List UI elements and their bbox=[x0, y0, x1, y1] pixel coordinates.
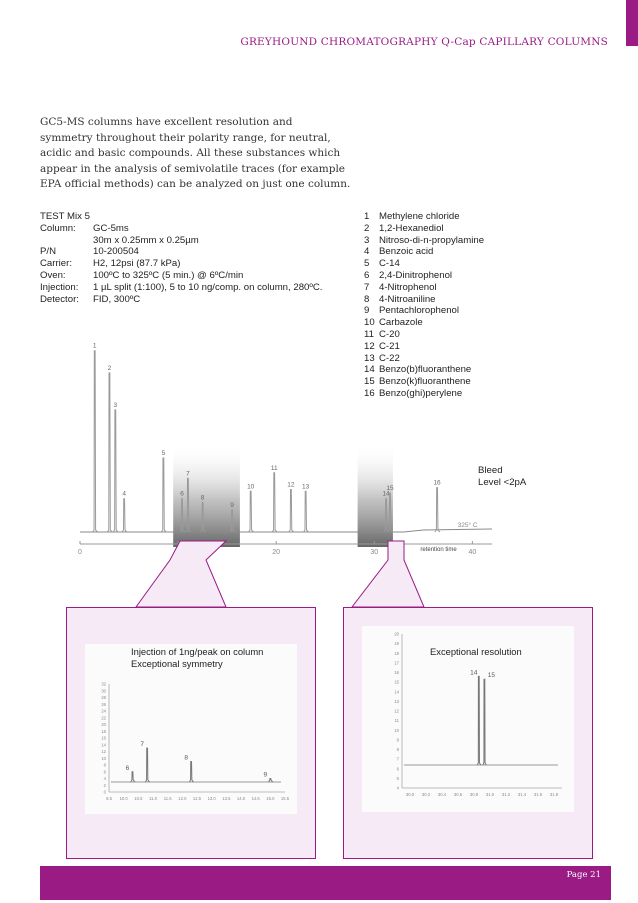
x-tick-label: 13.5 bbox=[222, 796, 231, 801]
peak-number: 16 bbox=[364, 387, 375, 399]
y-tick-label: 32 bbox=[101, 681, 106, 687]
y-tick-label: 16 bbox=[394, 670, 399, 675]
peak-label: 7 bbox=[186, 470, 190, 478]
peak-number: 15 bbox=[364, 376, 375, 388]
chromatogram-peak bbox=[145, 748, 149, 782]
y-tick-label: 18 bbox=[394, 650, 399, 656]
chromatogram-peak bbox=[189, 762, 193, 782]
peak-compound: Benzo(k)fluoranthene bbox=[379, 376, 471, 388]
condition-value: 30m x 0.25mm x 0.25µm bbox=[93, 234, 199, 246]
condition-label: Detector: bbox=[40, 293, 79, 305]
peak-compound: Benzo(ghi)perylene bbox=[379, 387, 463, 399]
x-tick-label: 30.2 bbox=[421, 792, 431, 797]
peak-compound: 2,4-Dinitrophenol bbox=[379, 269, 453, 281]
y-tick-label: 8 bbox=[396, 747, 399, 752]
peak-number: 11 bbox=[364, 328, 374, 340]
peak-number: 4 bbox=[364, 246, 370, 258]
y-tick-label: 12 bbox=[394, 708, 399, 714]
peak-compound: C-14 bbox=[379, 258, 400, 270]
condition-value: FID, 300ºC bbox=[93, 293, 141, 305]
y-tick-label: 13 bbox=[394, 698, 399, 704]
inset-box-resolution bbox=[343, 607, 593, 859]
x-tick-label: 20 bbox=[272, 549, 281, 556]
peak-label: 8 bbox=[200, 494, 205, 502]
y-tick-label: 18 bbox=[101, 728, 106, 734]
y-tick-label: 4 bbox=[103, 776, 106, 781]
y-tick-label: 30 bbox=[101, 688, 106, 694]
intro-line: GC5-MS columns have excellent resolution and bbox=[40, 116, 293, 128]
callout-right bbox=[352, 541, 424, 607]
x-tick-label: 9.5 bbox=[106, 796, 112, 801]
peak-number: 10 bbox=[364, 317, 375, 329]
y-tick-label: 0 bbox=[103, 789, 106, 795]
peak-label: 11 bbox=[270, 464, 278, 472]
intro-line: EPA official methods) can be analyzed on just one column. bbox=[40, 178, 351, 190]
y-tick-label: 22 bbox=[101, 715, 106, 721]
peak-compound: Methylene chloride bbox=[379, 211, 460, 222]
peak-compound: C-21 bbox=[379, 340, 400, 352]
x-tick-label: 10.0 bbox=[119, 796, 128, 801]
x-tick-label: 30.8 bbox=[469, 792, 479, 797]
condition-value: 100ºC to 325ºC (5 min.) @ 6ºC/min bbox=[93, 269, 244, 281]
y-tick-label: 19 bbox=[394, 641, 399, 647]
y-tick-label: 4 bbox=[396, 785, 399, 791]
y-tick-label: 14 bbox=[394, 689, 399, 695]
x-tick-label: 31.4 bbox=[517, 792, 527, 797]
x-tick-label: 15.0 bbox=[266, 796, 275, 801]
y-tick-label: 10 bbox=[394, 727, 399, 733]
y-tick-label: 2 bbox=[103, 782, 106, 788]
peak-compound: 1,2-Hexanediol bbox=[379, 222, 444, 234]
peak-label: 9 bbox=[230, 501, 234, 509]
caption-symmetry: Exceptional symmetry bbox=[131, 658, 223, 669]
condition-value: 10-200504 bbox=[93, 246, 139, 258]
peak-label: 15 bbox=[487, 672, 496, 680]
peak-compound: Benzoic acid bbox=[379, 246, 434, 258]
bleed-label: Bleed bbox=[478, 465, 503, 476]
x-tick-label: 30.0 bbox=[405, 792, 415, 797]
peak-label: 9 bbox=[263, 771, 268, 779]
peak-label: 2 bbox=[107, 364, 112, 372]
peak-number: 3 bbox=[364, 234, 370, 246]
y-tick-label: 20 bbox=[394, 631, 399, 637]
peak-compound: Benzo(b)fluoranthene bbox=[379, 364, 472, 376]
peak-label: 13 bbox=[302, 483, 310, 491]
x-tick-label: 0 bbox=[78, 549, 82, 556]
footer-bar bbox=[40, 866, 611, 900]
intro-line: appear in the analysis of semivolatile traces (for example bbox=[40, 162, 346, 175]
peak-compound: 4-Nitrophenol bbox=[379, 281, 437, 293]
peak-number: 14 bbox=[364, 364, 375, 376]
peak-label: 8 bbox=[184, 754, 188, 762]
peak-compound: C-22 bbox=[379, 352, 400, 364]
x-tick-label: 31.2 bbox=[501, 792, 511, 797]
peak-label: 5 bbox=[161, 450, 166, 457]
inset-box-symmetry bbox=[66, 607, 316, 859]
x-tick-label: 11.0 bbox=[149, 796, 157, 801]
x-tick-label: 40 bbox=[468, 549, 477, 556]
peak-label: 10 bbox=[247, 483, 255, 491]
peak-number: 9 bbox=[364, 305, 370, 317]
chromatogram-peak bbox=[131, 772, 135, 782]
y-tick-label: 16 bbox=[101, 735, 106, 741]
peak-label: 14 bbox=[470, 669, 478, 677]
x-tick-label: 10.5 bbox=[134, 796, 143, 801]
intro-line: symmetry throughout their polarity range, for neutral, bbox=[40, 131, 331, 144]
y-tick-label: 9 bbox=[396, 737, 399, 743]
y-tick-label: 8 bbox=[103, 762, 106, 768]
y-tick-label: 5 bbox=[396, 775, 399, 781]
chromatogram-peak bbox=[269, 779, 273, 783]
caption-injection: Injection of 1ng/peak on column bbox=[131, 646, 264, 657]
y-tick-label: 28 bbox=[101, 695, 106, 700]
bleed-level: Level <2pA bbox=[478, 477, 527, 488]
peak-compound: C-20 bbox=[379, 328, 400, 340]
callout-left bbox=[136, 541, 226, 607]
y-tick-label: 26 bbox=[101, 701, 106, 707]
x-axis-label: retention time bbox=[420, 547, 457, 553]
y-tick-label: 11 bbox=[394, 718, 399, 724]
peak-label: 4 bbox=[122, 490, 126, 498]
peak-number: 8 bbox=[364, 293, 370, 305]
peak-label: 16 bbox=[433, 479, 441, 487]
peak-number: 12 bbox=[364, 340, 375, 352]
test-title: TEST Mix 5 bbox=[40, 211, 90, 222]
peak-number: 1 bbox=[364, 211, 370, 222]
peak-number: 7 bbox=[364, 281, 370, 293]
y-tick-label: 17 bbox=[394, 660, 399, 666]
peak-number: 5 bbox=[364, 258, 370, 270]
condition-label: P/N bbox=[40, 246, 56, 258]
header-brand: GREYHOUND CHROMATOGRAPHY bbox=[240, 36, 438, 48]
peak-label: 15 bbox=[386, 485, 394, 493]
inset-caption: Exceptional resolution bbox=[430, 646, 522, 657]
y-tick-label: 6 bbox=[396, 766, 399, 772]
x-tick-label: 12.0 bbox=[178, 796, 187, 801]
peak-label: 12 bbox=[287, 481, 295, 489]
x-tick-label: 30.6 bbox=[453, 792, 463, 797]
y-tick-label: 14 bbox=[101, 742, 106, 748]
peak-label: 3 bbox=[113, 401, 118, 409]
peak-number: 2 bbox=[364, 222, 370, 234]
peak-compound: Nitroso-di-n-propylamine bbox=[379, 234, 485, 246]
chromatogram-peak bbox=[483, 679, 487, 765]
condition-label: Oven: bbox=[40, 269, 66, 281]
x-tick-label: 30 bbox=[370, 549, 379, 556]
peak-label: 6 bbox=[125, 764, 130, 772]
x-tick-label: 13.0 bbox=[207, 796, 216, 801]
peak-label: 6 bbox=[180, 490, 184, 498]
peak-label: 1 bbox=[92, 342, 97, 350]
peak-number: 6 bbox=[364, 269, 370, 281]
peak-compound: Pentachlorophenol bbox=[379, 305, 460, 317]
peak-compound: 4-Nitroaniline bbox=[379, 293, 436, 305]
x-tick-label: 30.4 bbox=[437, 792, 447, 797]
condition-value: GC-5ms bbox=[93, 222, 129, 234]
y-tick-label: 20 bbox=[101, 722, 106, 727]
y-tick-label: 7 bbox=[396, 756, 399, 762]
peak-label: 7 bbox=[140, 741, 144, 749]
y-tick-label: 10 bbox=[101, 755, 106, 761]
peak-label: 14 bbox=[382, 490, 390, 498]
page-number: Page 21 bbox=[566, 870, 601, 880]
y-tick-label: 6 bbox=[103, 769, 106, 775]
x-tick-label: 31.0 bbox=[485, 792, 495, 797]
peak-number: 13 bbox=[364, 352, 375, 364]
y-tick-label: 24 bbox=[101, 708, 106, 714]
condition-label: Carrier: bbox=[40, 258, 72, 270]
header-product: Q-Cap CAPILLARY COLUMNS bbox=[441, 36, 608, 48]
x-tick-label: 12.5 bbox=[192, 796, 202, 801]
x-tick-label: 14.0 bbox=[236, 796, 246, 801]
x-tick-label: 14.5 bbox=[251, 796, 260, 801]
inset-caption bbox=[131, 646, 263, 670]
intro-line: acidic and basic compounds. All these substances which bbox=[40, 147, 341, 159]
y-tick-label: 12 bbox=[101, 749, 106, 754]
x-tick-label: 15.5 bbox=[280, 796, 290, 801]
chromatogram-peak bbox=[477, 676, 481, 765]
condition-label: Injection: bbox=[40, 281, 79, 293]
peak-compound: Carbazole bbox=[379, 317, 423, 329]
condition-value: H2, 12psi (87.7 kPa) bbox=[93, 258, 181, 270]
x-tick-label: 31.6 bbox=[533, 792, 543, 797]
condition-label: Column: bbox=[40, 222, 76, 234]
condition-value: 1 µL split (1:100), 5 to 10 ng/comp. on column, 280ºC. bbox=[93, 281, 323, 293]
x-tick-label: 31.8 bbox=[549, 792, 559, 797]
y-tick-label: 15 bbox=[394, 679, 399, 685]
temperature-annotation: 325° C bbox=[457, 522, 478, 529]
x-tick-label: 11.5 bbox=[163, 796, 172, 801]
